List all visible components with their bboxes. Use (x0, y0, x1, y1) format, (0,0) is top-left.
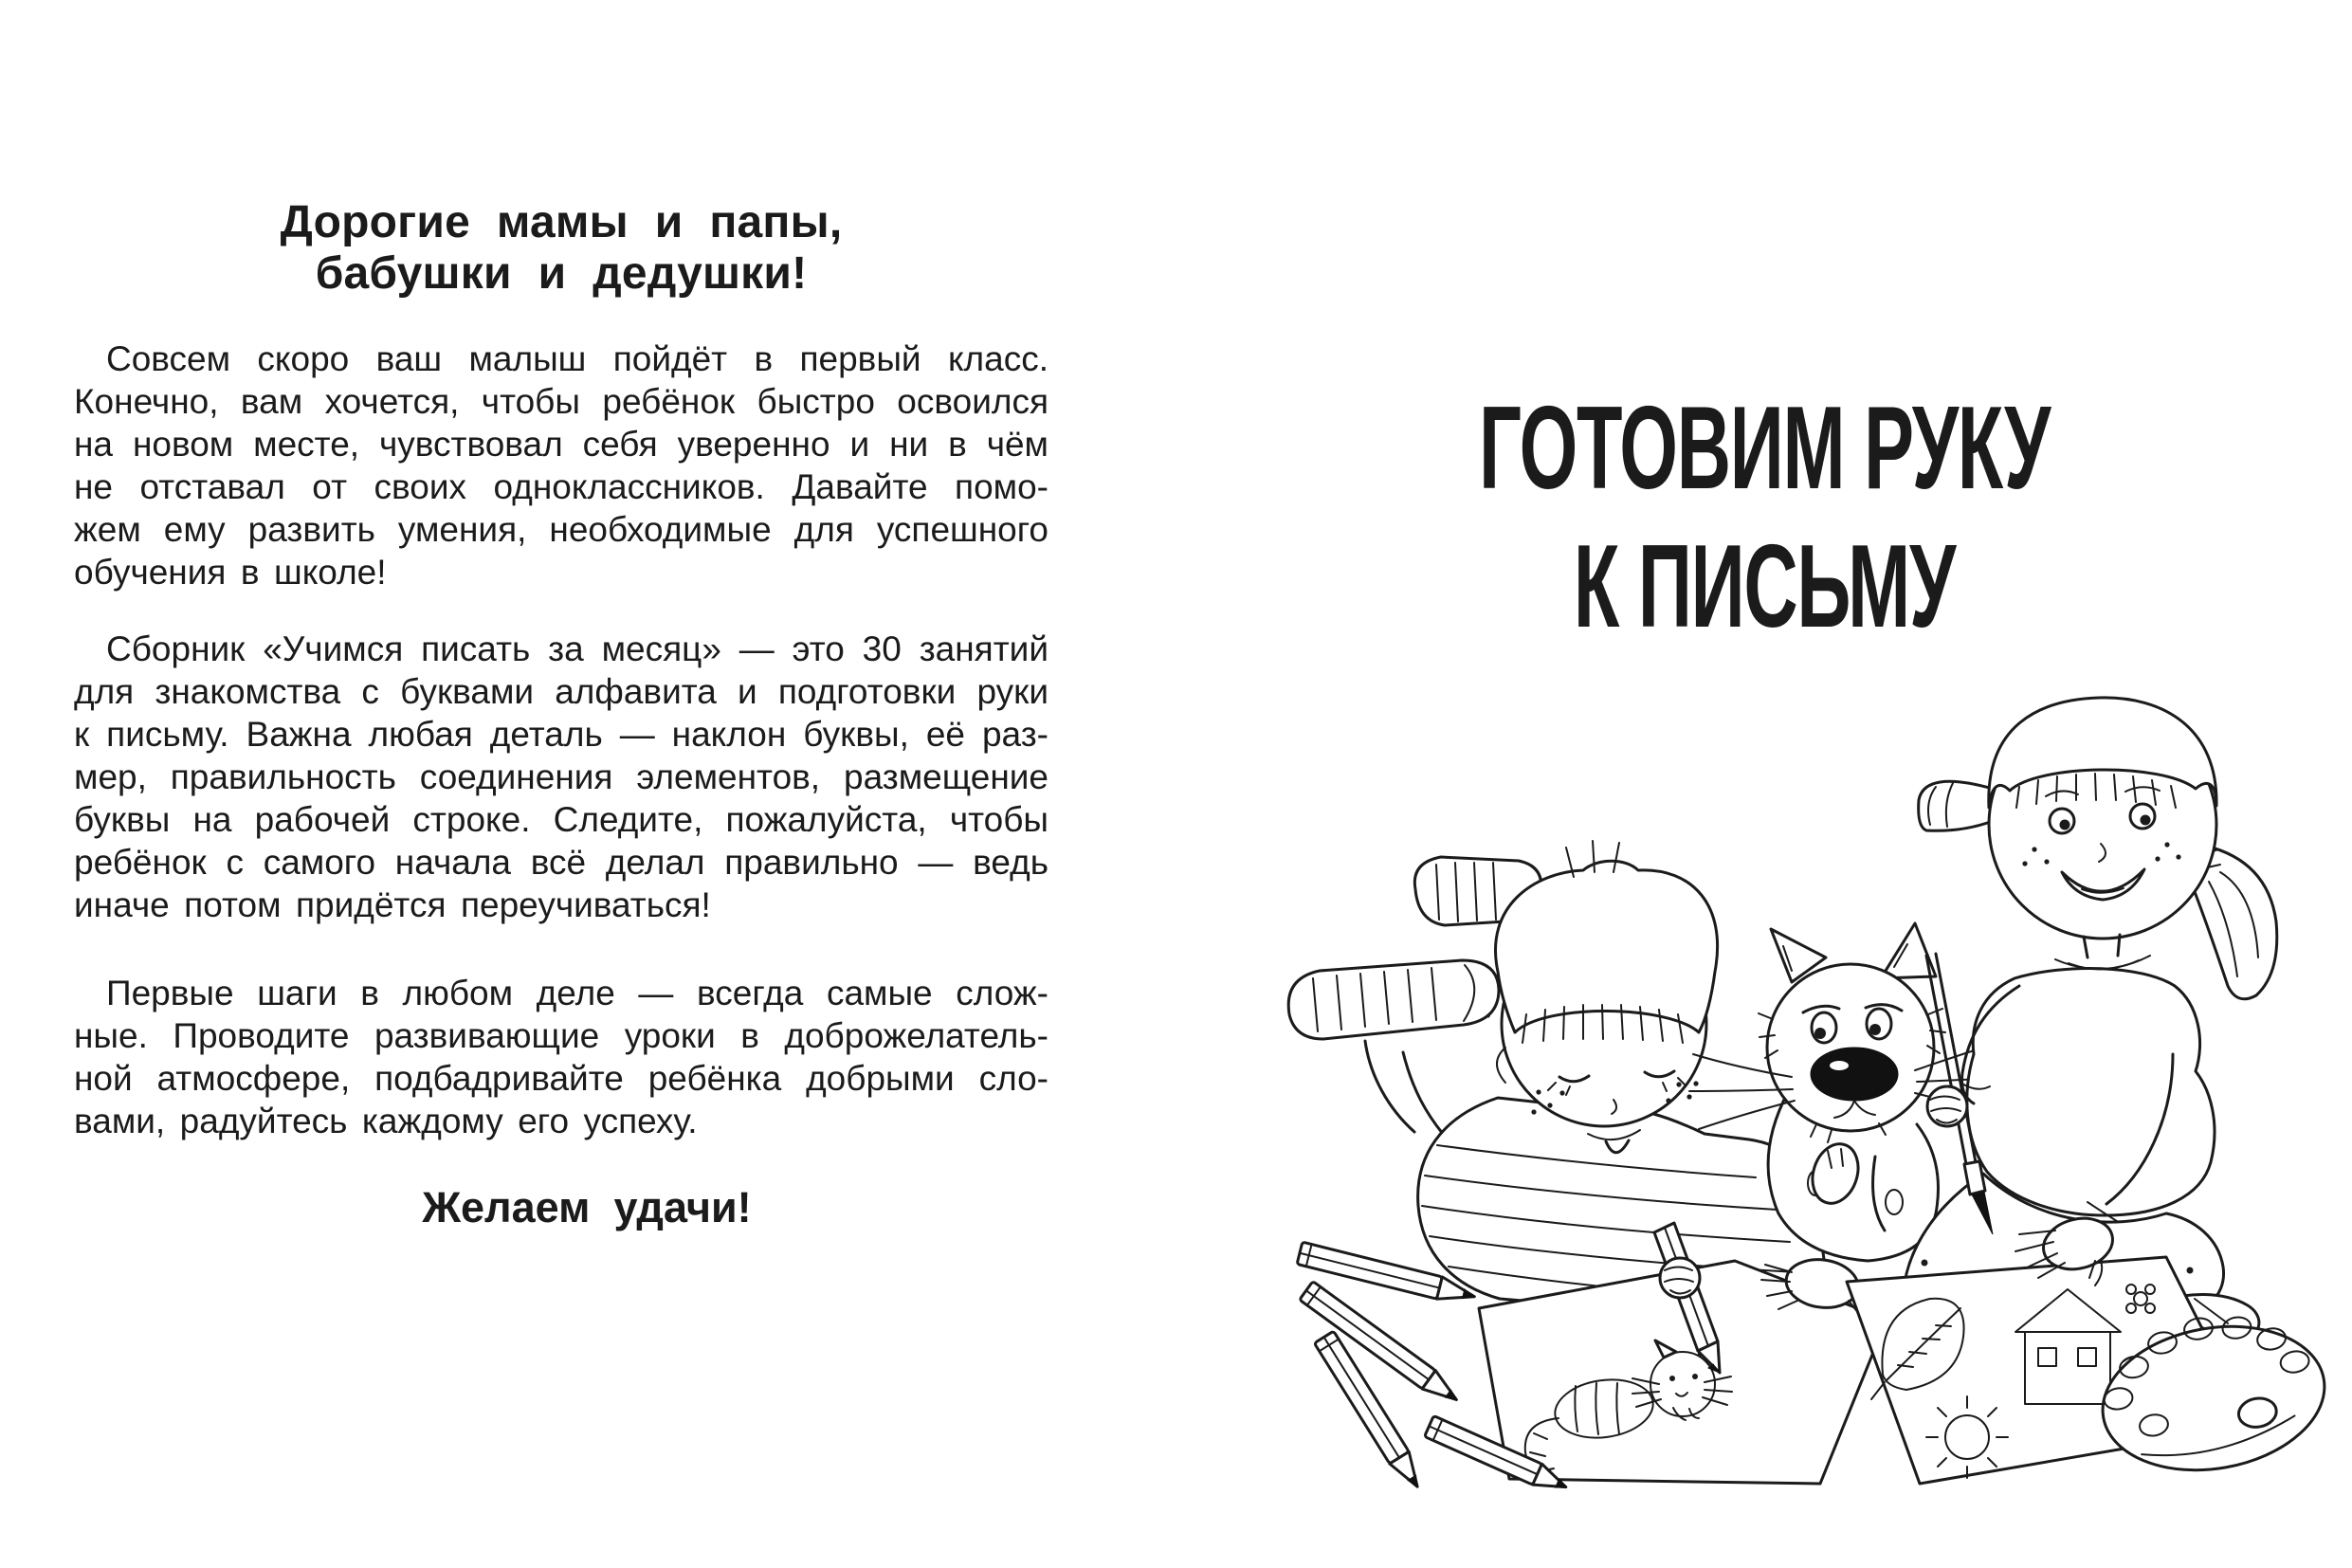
paragraph-line: Конечно, вам хочется, чтобы ребёнок быстро освоился (74, 382, 1048, 421)
paragraph-line: ребёнок с самого начала всё делал правильно — ведь (74, 843, 1048, 882)
letter-heading (74, 197, 1048, 300)
paragraph-line: буквы на рабочей строке. Следите, пожалуйста, чтобы (74, 800, 1048, 839)
paragraph-line: ной атмосфере, подбадривайте ребёнка добрыми сло- (74, 1059, 1048, 1098)
paragraph-line: на новом месте, чувствовал себя уверенно и ни в чём (74, 425, 1048, 464)
paragraph-line: к письму. Важна любая деталь — наклон буквы, её раз- (74, 715, 1048, 754)
paragraph-line: вами, радуйтесь каждому его успеху. (74, 1102, 698, 1140)
heading-line-2: бабушки и дедушки! (315, 248, 808, 299)
chapter-title (1388, 379, 2141, 656)
paragraph-line: не отставал от своих одноклассников. Давайте помо- (74, 467, 1048, 506)
girl-body (1960, 935, 2215, 1223)
heading-line-1: Дорогие мамы и папы, (280, 197, 843, 247)
children-drawing-illustration (1261, 645, 2351, 1498)
paragraph-line: жем ему развить умения, необходимые для успешного (74, 510, 1048, 549)
chapter-title-line-2: К ПИСЬМУ (1573, 521, 1956, 652)
paragraph-line: ные. Проводите развивающие уроки в доброжелатель- (74, 1016, 1048, 1055)
right-page (1176, 0, 2352, 1568)
paragraph-3 (74, 972, 1048, 1142)
signature-wish: Желаем удачи! (422, 1183, 752, 1231)
paragraph-line: Первые шаги в любом деле — всегда самые слож- (106, 974, 1048, 1012)
children-drawing-with-cat-icon (1261, 645, 2351, 1498)
paragraph-line: Совсем скоро ваш малыш пойдёт в первый класс. (106, 339, 1048, 378)
chapter-title-line-1: ГОТОВИМ РУКУ (1478, 383, 2051, 514)
paragraph-line: обучения в школе! (74, 553, 387, 592)
paragraph-line: иначе потом придётся переучиваться! (74, 885, 711, 924)
girl-head (1919, 698, 2277, 999)
paragraph-line: мер, правильность соединения элементов, размещение (74, 757, 1048, 796)
paragraph-line: для знакомства с буквами алфавита и подготовки руки (74, 672, 1048, 711)
left-page-text-column (74, 0, 1048, 1231)
paragraph-2 (74, 628, 1048, 926)
paragraph-1 (74, 337, 1048, 593)
paragraph-line: Сборник «Учимся писать за месяц» — это 30 занятий (106, 629, 1048, 668)
girl-hand-holding-brush (1927, 1086, 1967, 1126)
